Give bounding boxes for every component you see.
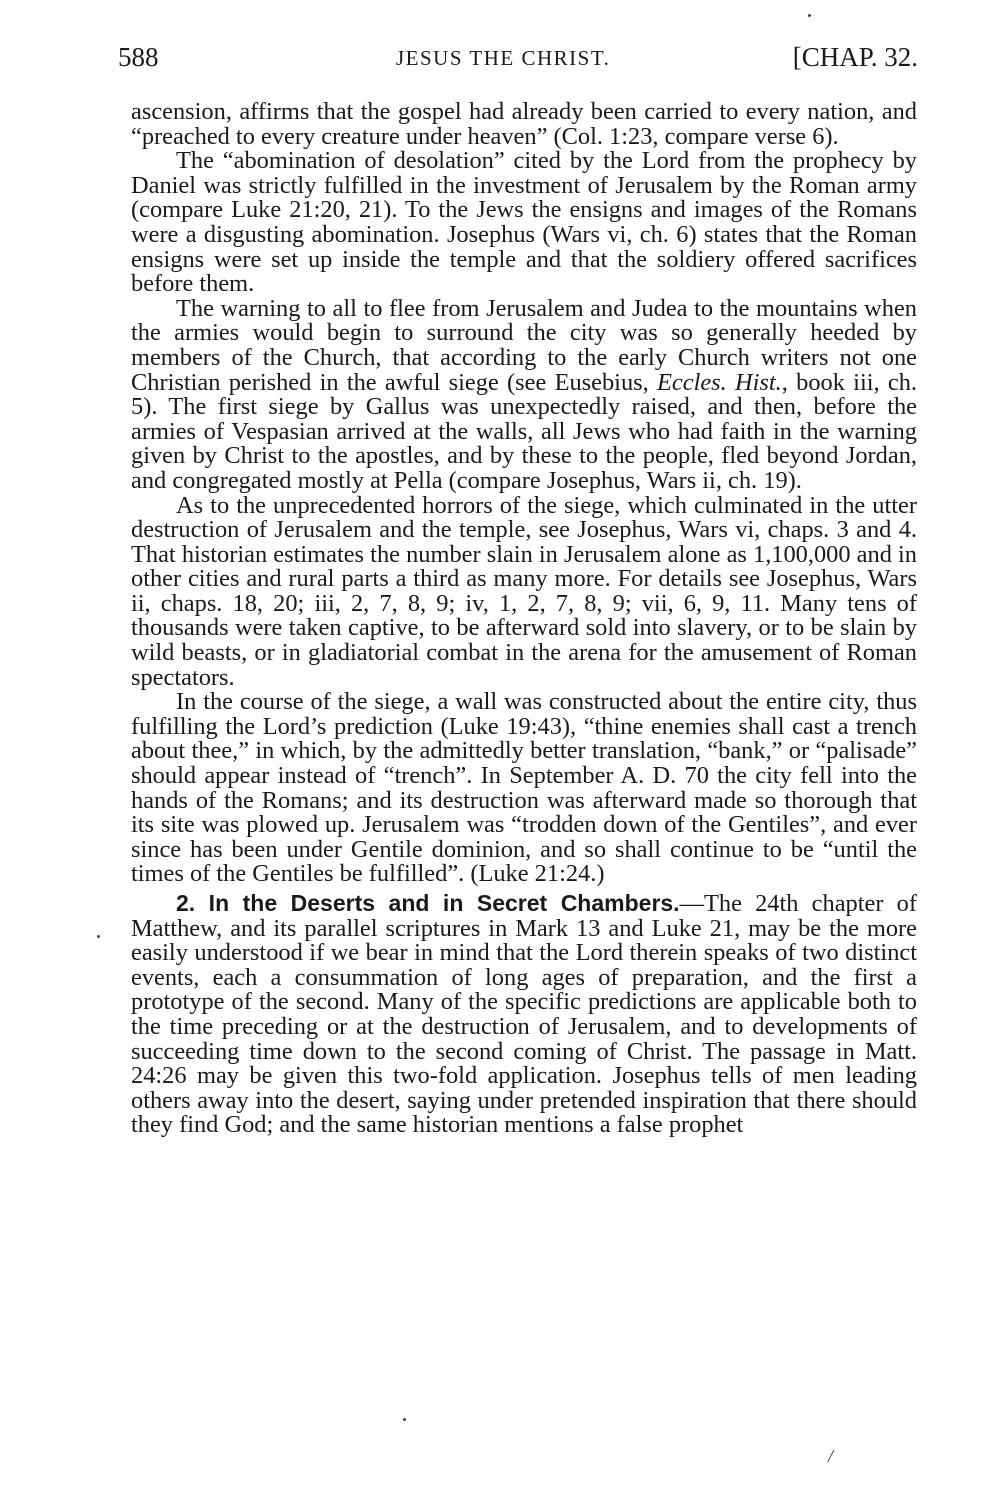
paragraph-4: As to the unprecedented horrors of the siege, which culminated in the utter destruction of Jerusalem and the temple, see Josephus, Wars vi, chaps. 3 and 4. That historian estimates the number slain in Jerusalem alone as 1,100,000 and in other cities and rural parts a third as many more. For details see Josephus, Wars ii, chaps. 18, 20; iii, 2, 7, 8, 9; iv, 1, 2, 7, 8, 9; vii, 6, 9, 11. Many tens of thousands were taken captive, to be afterward sold into slavery, or to be slain by wild beasts, or in gladiatorial combat in the arena for the amusement of Roman spectators. xyxy=(131,491,917,691)
running-header xyxy=(118,42,918,82)
paragraph-6-body: —The 24th chapter of Matthew, and its parallel scriptures in Mark 13 and Luke 21, may be the more easily understood if we bear in mind that the Lord therein speaks of two distinct events, each a consummation of long ages of preparation, and the first a prototype of the second. Many of the specific predictions are applicable both to the time preceding or at the destruction of Jerusalem, and to developments of succeeding time down to the second coming of Christ. The passage in Matt. 24:26 may be given this two-fold application. Josephus tells of men leading others away into the desert, saying under pretended inspiration that there should they find God; and the same historian mentions a false prophet xyxy=(131,890,917,1139)
footer-mark: / xyxy=(828,1446,834,1466)
paragraph-3 xyxy=(131,294,917,494)
book-title: JESUS THE CHRIST. xyxy=(396,46,611,70)
chapter-label: [CHAP. 32. xyxy=(792,42,918,72)
paragraph-3-text-a: The warning to all to flee from Jerusalem and Judea to the mountains when the armies would begin to surround the city was so generally heeded by members of the Church, that according to the early Church writers not one Christian perished in the awful siege (see Eusebius, xyxy=(131,294,917,396)
scan-speck-3 xyxy=(403,1418,406,1421)
paragraph-3-italic-title: Eccles. Hist. xyxy=(657,368,782,396)
page-number: 588 xyxy=(118,42,159,72)
scan-speck-2 xyxy=(97,935,100,938)
section-heading: 2. In the Deserts and in Secret Chambers. xyxy=(176,890,680,916)
paragraph-3-text-b: , book iii, ch. 5). The first siege by Gallus was unexpectedly raised, and then, before the armies of Vespasian arrived at the walls, all Jews who had faith in the warning given by Christ to the apostles, and by these to the people, fled beyond Jordan, and congregated mostly at Pella (compare Josephus, Wars ii, ch. 19). xyxy=(131,368,917,494)
body-text xyxy=(131,100,917,1138)
paragraph-6 xyxy=(131,891,917,1138)
paragraph-2: The “abomination of desolation” cited by the Lord from the prophecy by Daniel was strictly fulfilled in the investment of Jerusalem by the Roman army (compare Luke 21:20, 21). To the Jews the ensigns and images of the Romans were a disgusting abomination. Josephus (Wars vi, ch. 6) states that the Roman ensigns were set up inside the temple and that the soldiery offered sacrifices before them. xyxy=(131,147,917,298)
scan-speck-1 xyxy=(808,14,811,17)
paragraph-1: ascension, affirms that the gospel had already been carried to every nation, and “preached to every creature under heaven” (Col. 1:23, compare verse 6). xyxy=(131,98,917,150)
paragraph-5: In the course of the siege, a wall was constructed about the entire city, thus fulfilling the Lord’s prediction (Luke 19:43), “thine enemies shall cast a trench about thee,” in which, by the admittedly better translation, “bank,” or “palisade” should appear instead of “trench”. In September A. D. 70 the city fell into the hands of the Romans; and its destruction was afterward made so thorough that its site was plowed up. Jerusalem was “trodden down of the Gentiles”, and ever since has been under Gentile dominion, and so shall continue to be “until the times of the Gentiles be fulfilled”. (Luke 21:24.) xyxy=(131,688,917,888)
